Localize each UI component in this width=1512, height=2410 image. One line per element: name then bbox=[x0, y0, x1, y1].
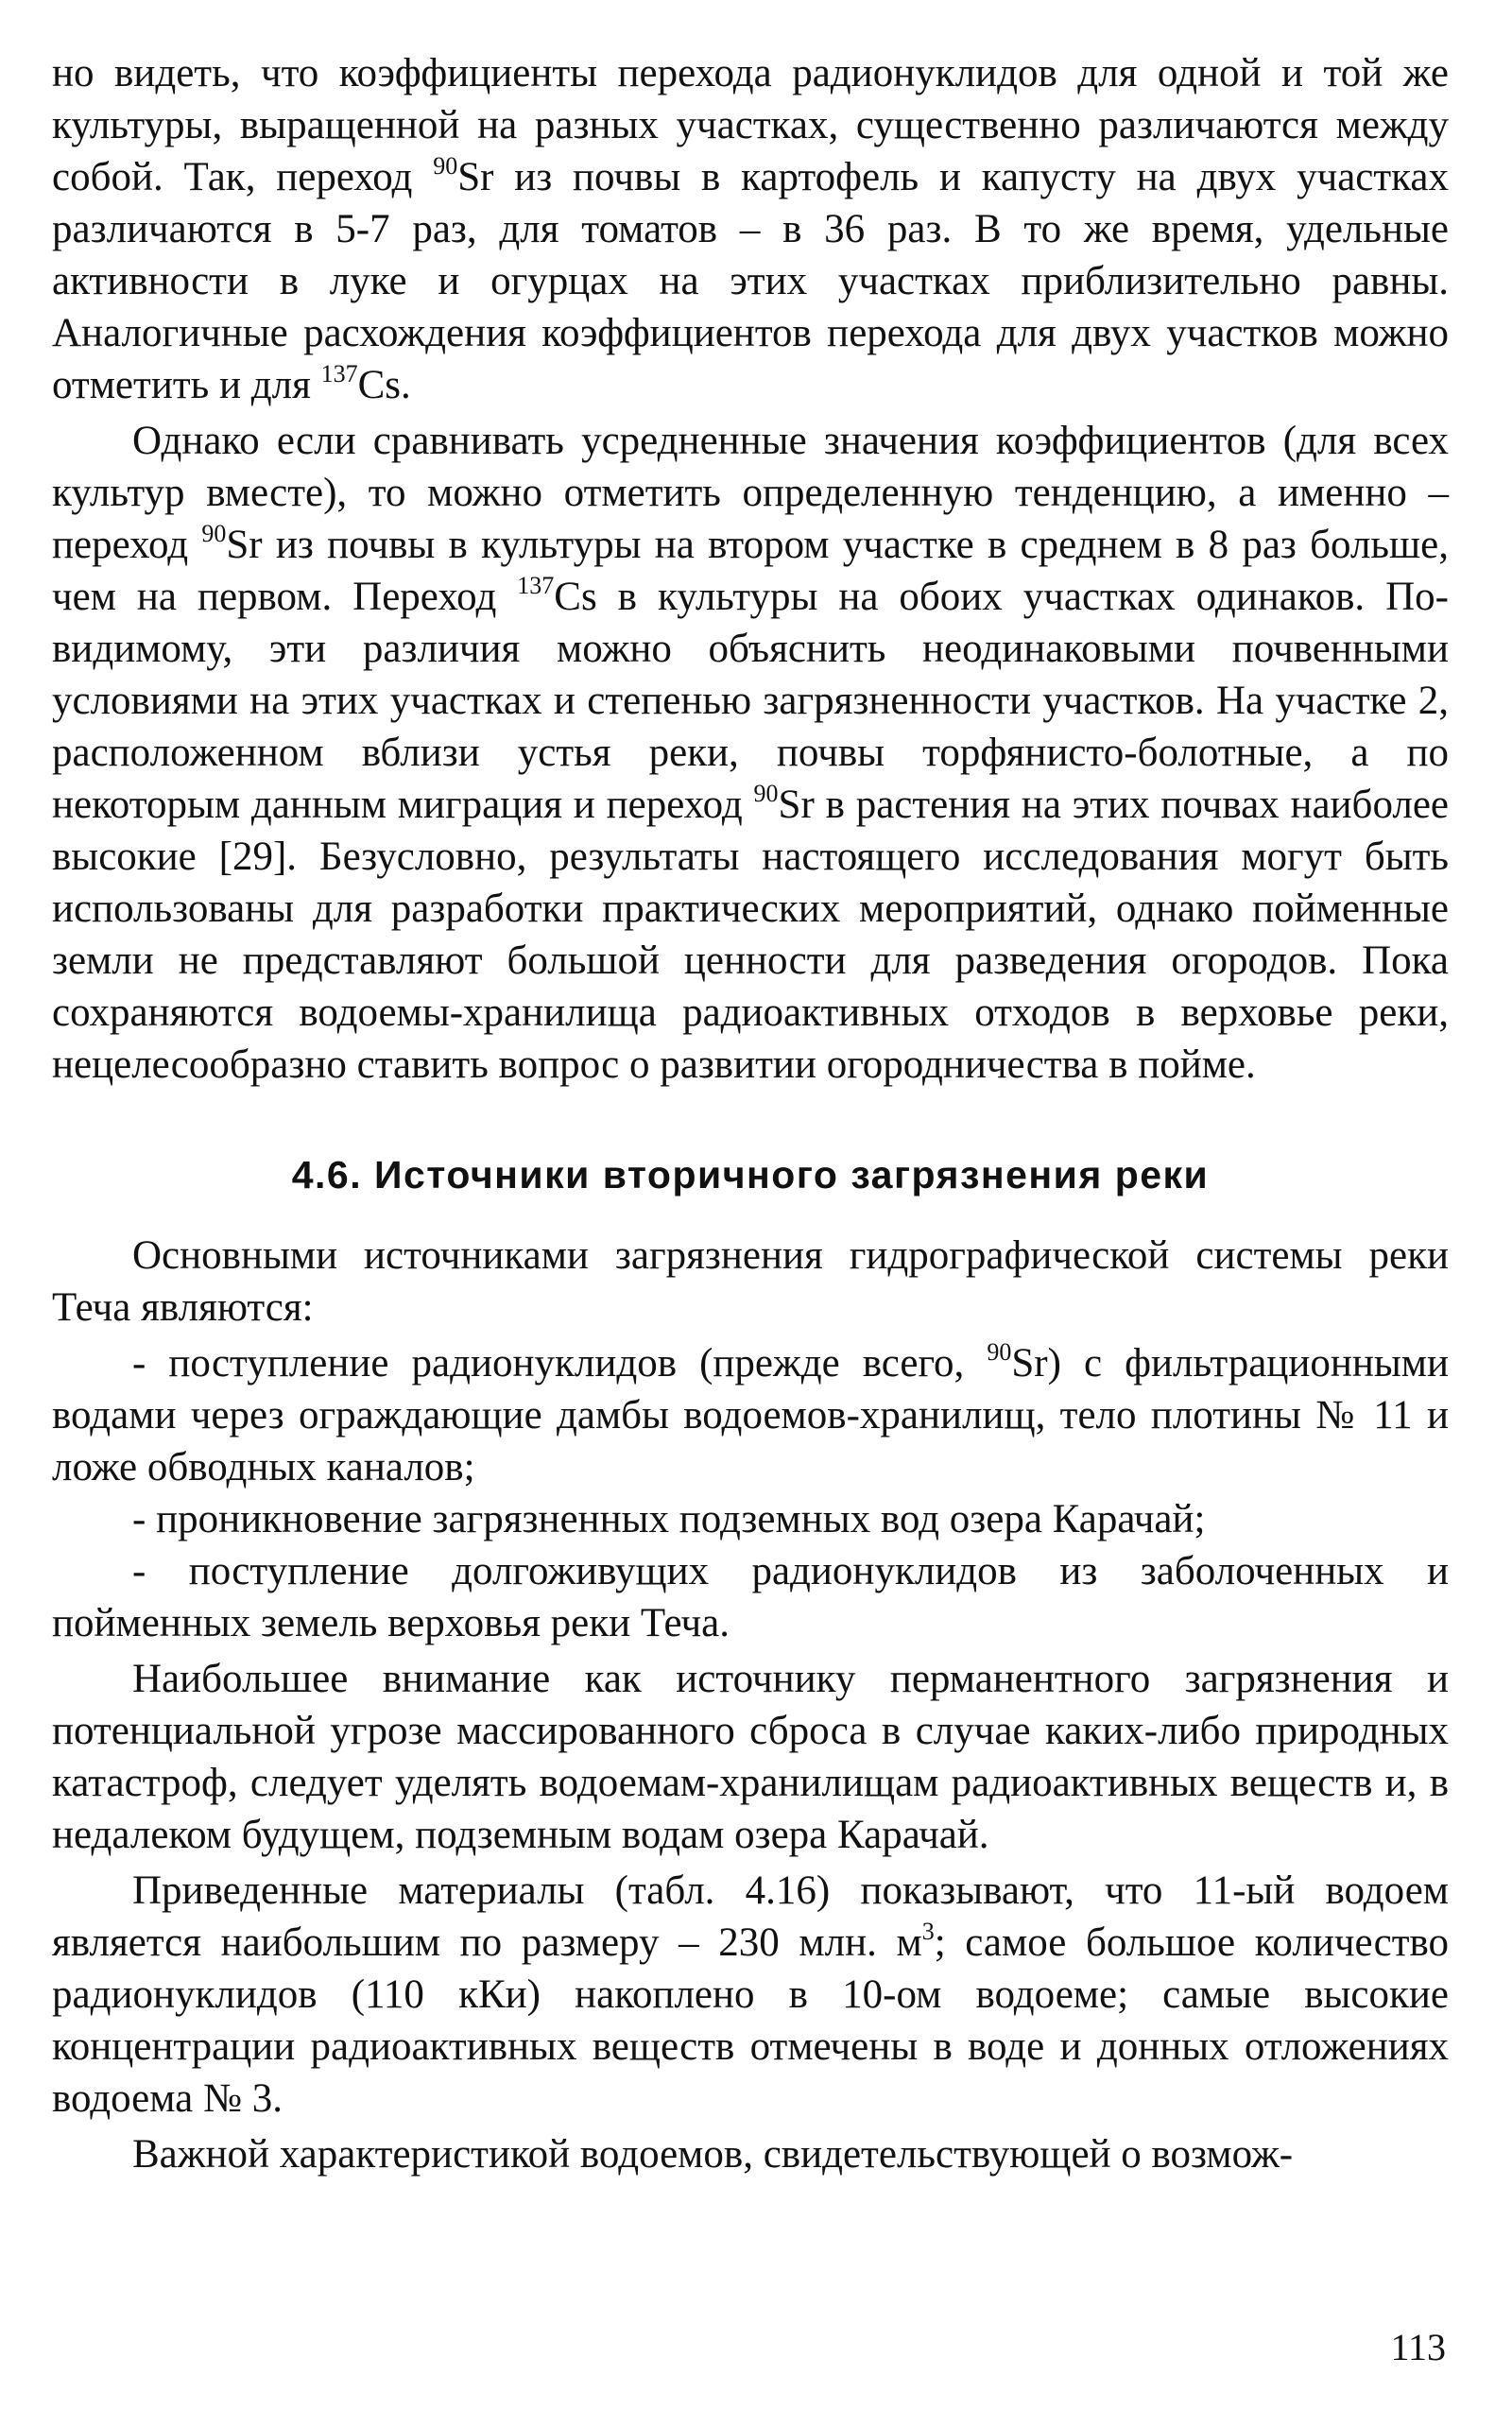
isotope-mass-number: 90 bbox=[201, 519, 227, 547]
paragraph-materials: Приведенные материалы (табл. 4.16) показывают, что 11-ый водоем является наибольшим по размеру – 230 млн. $м^3$; самое большое количество радионуклидов (110 кКи) накоплено в 10-ом водоеме; самые высокие концентрации радиоактивных веществ отмечены в воде и донных отложениях водоема № 3. bbox=[52, 1868, 1450, 2121]
paragraph-continuation: но видеть, что коэффициенты перехода радионуклидов для одной и той же культуры, выращенной на разных участках, существенно различаются между собой. Так, переход $^{90}$Sr из почвы в картофель и капусту на двух участках различаются в 5-7 раз, для томатов – в 36 раз. В то же время, удельные активности в луке и огурцах на этих участках приблизительно равны. Аналогичные расхождения коэффициентов перехода для двух участков можно отметить и для $^{137}$Cs. bbox=[52, 51, 1449, 407]
list-item: - поступление долгоживущих радионуклидов из заболоченных и пойменных земель верховья реки Теча. bbox=[52, 1549, 1449, 1645]
isotope-mass-number: 137 bbox=[517, 571, 555, 599]
isotope-mass-number: 137 bbox=[320, 359, 358, 387]
isotope-mass-number: 90 bbox=[987, 1337, 1012, 1366]
isotope-mass-number: 90 bbox=[433, 151, 458, 180]
page-body bbox=[52, 47, 1449, 2184]
list-item: - проникновение загрязненных подземных вод озера Карачай; bbox=[132, 1497, 1206, 1541]
isotope-mass-number: 90 bbox=[753, 779, 779, 807]
page-number: 113 bbox=[1390, 2326, 1446, 2368]
paragraph-comparison: Однако если сравнивать усредненные значения коэффициентов (для всех культур вместе), то можно отметить определенную тенденцию, а именно – переход $^{90}$Sr из почвы в культуры на втором участке в среднем в 8 раз больше, чем на первом. Переход $^{137}$Cs в культуры на обоих участках одинаков. По-видимому, эти различия можно объяснить неодинаковыми почвенными условиями на этих участках и степенью загрязненности участков. На участке 2, расположенном вблизи устья реки, почвы торфянисто-болотные, а по некоторым данным миграция и переход $^{90}$Sr в растения на этих почвах наиболее высокие [29]. Безусловно, результаты настоящего исследования могут быть использованы для разработки практических мероприятий, однако пойменные земли не представляют большой ценности для разведения огородов. Пока сохраняются водоемы-хранилища радиоактивных отходов в верховье реки, нецелесообразно ставить вопрос о развитии огородничества в пойме. bbox=[52, 419, 1450, 1087]
list-item: - поступление радионуклидов (прежде всего, $^{90}$Sr) с фильтрационными водами через ограждающие дамбы водоемов-хранилищ, тело плотины № 11 и ложе обводных каналов; bbox=[52, 1337, 1449, 1489]
superscript-cubic: 3 bbox=[921, 1917, 935, 1945]
paragraph-attention: Наибольшее внимание как источнику перманентного загрязнения и потенциальной угрозе массированного сброса в случае каких-либо природных катастроф, следует уделять водоемам-хранилищам радиоактивных веществ и, в недалеком будущем, подземным водам озера Карачай. bbox=[52, 1657, 1449, 1857]
section-heading: 4.6. Источники вторичного загрязнения реки bbox=[291, 1153, 1210, 1196]
paragraph-continues: Важной характеристикой водоемов, свидетельствующей о возмож- bbox=[132, 2132, 1294, 2177]
paragraph-sources-intro: Основными источниками загрязнения гидрографической системы реки Теча являются: bbox=[52, 1233, 1449, 1330]
